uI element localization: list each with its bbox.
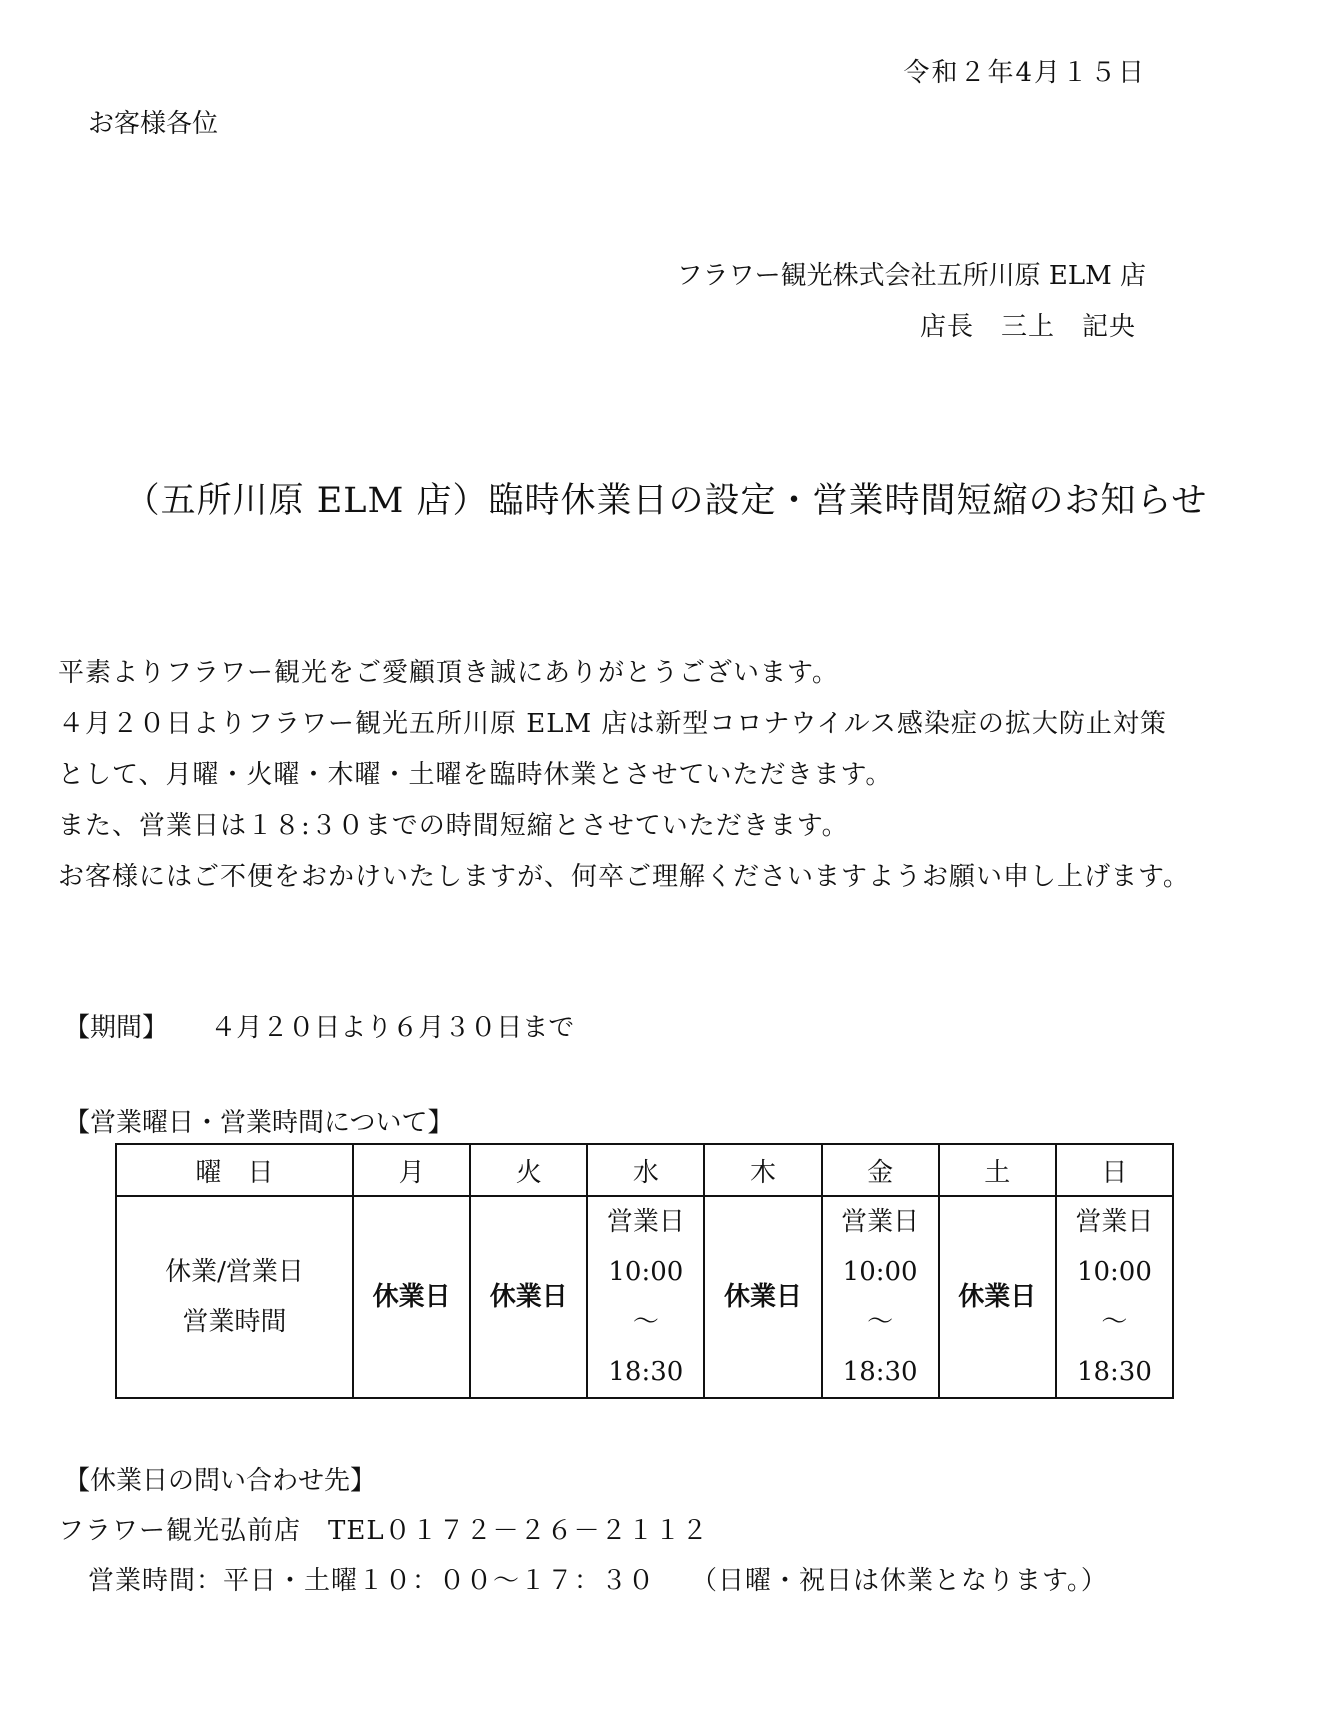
day-header: 土 bbox=[939, 1144, 1056, 1196]
day-header: 金 bbox=[822, 1144, 939, 1196]
period-label: 【期間】 bbox=[64, 1013, 169, 1043]
day-header: 火 bbox=[470, 1144, 587, 1196]
cell-close-time: 18:30 bbox=[842, 1357, 918, 1387]
row-label-hours: 営業時間 bbox=[182, 1307, 287, 1337]
day-header: 木 bbox=[704, 1144, 821, 1196]
cell-open-time: 10:00 bbox=[1076, 1257, 1152, 1287]
body-line: ４月２０日よりフラワー観光五所川原 ELM 店は新型コロナウイルス感染症の拡大防止対策 bbox=[58, 709, 1167, 739]
cell-close-time: 18:30 bbox=[608, 1357, 684, 1387]
body-line: また、営業日は１８:３０までの時間短縮とさせていただきます。 bbox=[58, 811, 849, 841]
cell-open-time: 10:00 bbox=[842, 1257, 918, 1287]
cell-open-time: 10:00 bbox=[608, 1257, 684, 1287]
cell-close-time: 18:30 bbox=[1076, 1357, 1152, 1387]
day-cell-closed: 休業日 bbox=[353, 1196, 470, 1398]
body-line: として、月曜・火曜・木曜・土曜を臨時休業とさせていただきます。 bbox=[58, 760, 893, 790]
contact-hours bbox=[88, 1560, 1108, 1597]
day-cell-open bbox=[1056, 1196, 1173, 1398]
day-header: 水 bbox=[587, 1144, 704, 1196]
contact-heading: 【休業日の問い合わせ先】 bbox=[64, 1466, 377, 1496]
schedule-status-row bbox=[116, 1196, 1173, 1398]
cell-separator: ～ bbox=[632, 1307, 659, 1337]
cell-status: 営業日 bbox=[841, 1207, 920, 1237]
schedule-table bbox=[115, 1143, 1174, 1399]
period bbox=[64, 1007, 574, 1044]
contact-shop: フラワー観光弘前店 TEL０１７２－２６－２１１２ bbox=[58, 1516, 709, 1546]
day-cell-closed: 休業日 bbox=[470, 1196, 587, 1398]
contact-hours-note: （日曜・祝日は休業となります。） bbox=[691, 1566, 1108, 1596]
row-label-status: 休業/営業日 bbox=[165, 1257, 304, 1287]
status-row-label bbox=[116, 1196, 353, 1398]
cell-status: 営業日 bbox=[1075, 1207, 1154, 1237]
day-cell-closed: 休業日 bbox=[939, 1196, 1056, 1398]
day-header: 日 bbox=[1056, 1144, 1173, 1196]
schedule-heading: 【営業曜日・営業時間について】 bbox=[64, 1108, 454, 1138]
cell-separator: ～ bbox=[1101, 1307, 1128, 1337]
body-line: お客様にはご不便をおかけいたしますが、何卒ご理解くださいますようお願い申し上げます。 bbox=[58, 862, 1190, 892]
period-value: ４月２０日より６月３０日まで bbox=[210, 1013, 575, 1043]
addressee: お客様各位 bbox=[88, 109, 219, 139]
day-header: 月 bbox=[353, 1144, 470, 1196]
manager-name: 店長 三上 記央 bbox=[919, 312, 1136, 342]
day-cell-open bbox=[587, 1196, 704, 1398]
day-cell-open bbox=[822, 1196, 939, 1398]
day-cell-closed: 休業日 bbox=[704, 1196, 821, 1398]
contact-hours-text: 営業時間：平日・土曜１０：００～１７：３０ bbox=[88, 1566, 656, 1596]
notice-body bbox=[58, 648, 1190, 903]
day-header-label: 曜 日 bbox=[116, 1144, 353, 1196]
schedule-header-row bbox=[116, 1144, 1173, 1196]
cell-separator: ～ bbox=[867, 1307, 894, 1337]
document-date: 令和２年4月１５日 bbox=[903, 58, 1146, 88]
cell-status: 営業日 bbox=[606, 1207, 685, 1237]
company-name: フラワー観光株式会社五所川原 ELM 店 bbox=[676, 261, 1146, 291]
body-line: 平素よりフラワー観光をご愛顧頂き誠にありがとうございます。 bbox=[58, 658, 839, 688]
notice-title: （五所川原 ELM 店）臨時休業日の設定・営業時間短縮のお知らせ bbox=[124, 481, 1208, 521]
